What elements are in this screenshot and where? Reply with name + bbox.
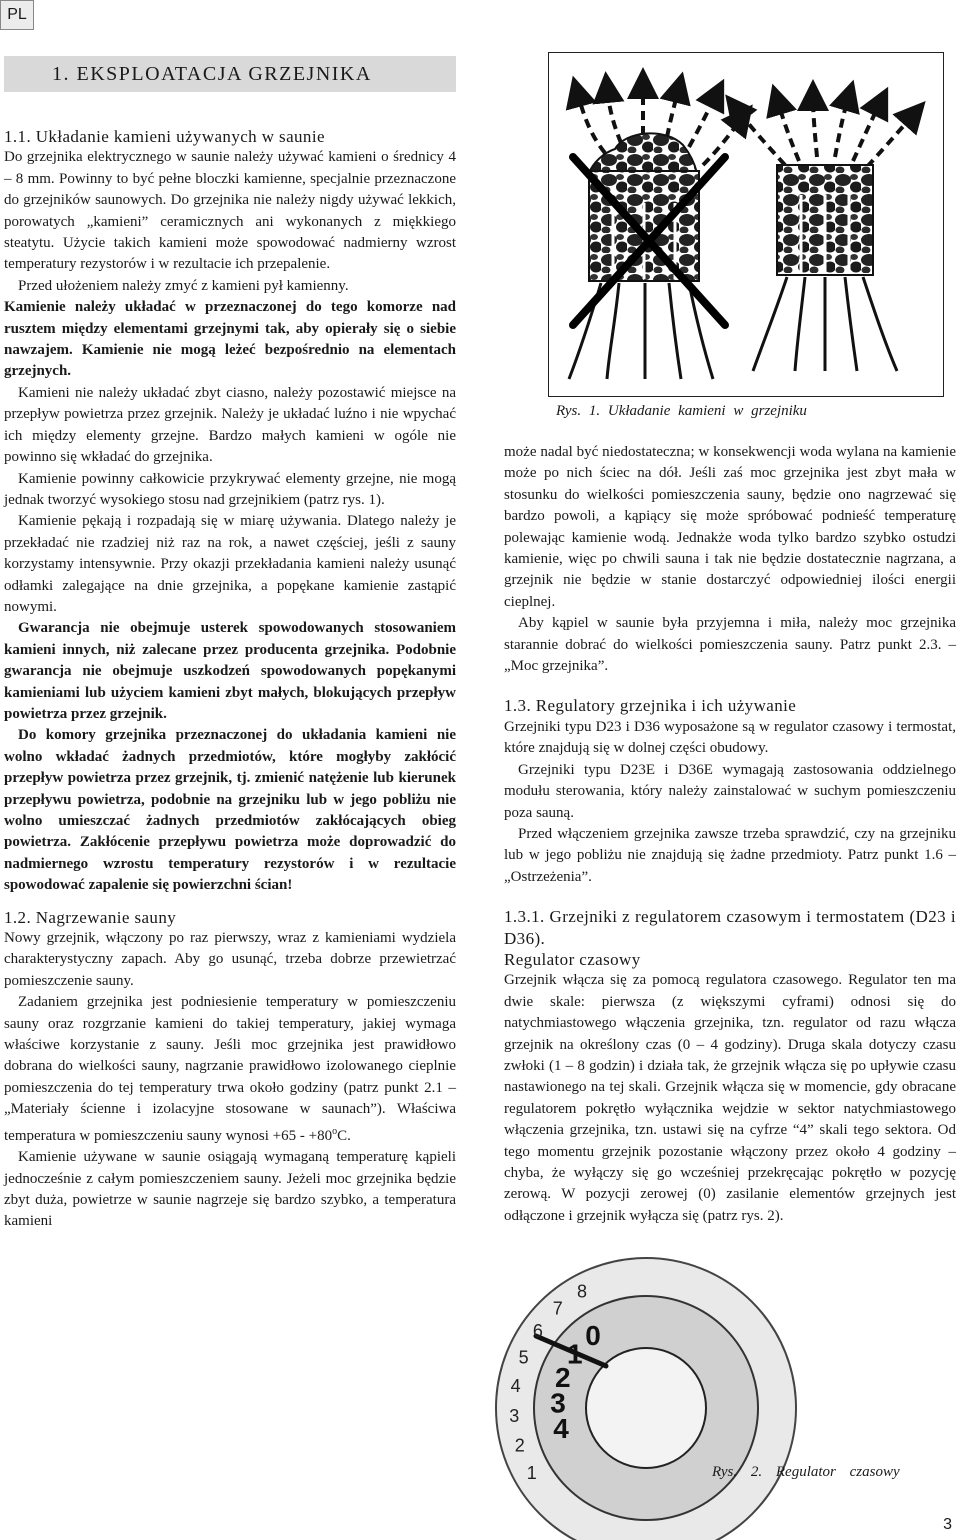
heading-regulator: Regulator czasowy: [504, 949, 641, 969]
dial-hour-digit: 3: [550, 1387, 566, 1419]
heading-1-1: 1.1. Układanie kamieni używanych w saunie: [4, 127, 325, 146]
paragraph: Do grzejnika elektrycznego w saunie należy używać kamieni o średnicy 4 – 8 mm. Powinny to być pełne bloczki kamienne, specjalnie przeznaczone do grzejników saunowych. Do grzejnika nie należy nigdy używać lekkich, porowatych „kamieni” ceramicznych ani wykonanych z miękkiego steatytu. Użycie takich kamieni może spowodować nadmierny wzrost temperatury rezystorów i w rezultacie ich przepalenie.: [4, 149, 456, 273]
right-column: [504, 442, 956, 1227]
figure-2-timer-dial: [486, 1281, 702, 1510]
language-tab: PL: [0, 0, 34, 30]
dial-delay-digit: 8: [576, 1281, 588, 1302]
dial-delay-digit: 7: [552, 1298, 563, 1319]
warning-paragraph: Do komory grzejnika przeznaczonej do układania kamieni nie wolno wkładać żadnych przedmiotów, które mogłyby zakłócić przepływ powietrza przez grzejnik, tj. zmienić natężenie lub kierunek przepływu powietrza, podobnie na grzejniku lub w jego pobliżu nie wolno umieszczać żadnych przedmiotów zakłócających obieg powietrza. Zakłócenie przepływu powietrza może doprowadzić do nadmiernego wzrostu temperatury rezystorów i w rezultacie spowodować zapalenie się powierzchni ścian!: [4, 727, 456, 894]
degree-sign: o: [332, 1125, 338, 1137]
left-column: [4, 126, 456, 1233]
paragraph: Nowy grzejnik, włączony po raz pierwszy, wraz z kamieniami wydziela charakterystyczny zapach. Aby go usunąć, trzeba dobrze przewietrzać pomieszczenie sauny.: [4, 930, 456, 989]
paragraph-text: Zadaniem grzejnika jest podniesienie temperatury w pomieszczeniu sauny oraz rozgrzanie kamieni do takiej temperatury, jakiej wymaga właściwe korzystanie z sauny. Jeśli moc grzejnika jest prawidłowo dobrana do wielkości sauny, nagrzanie prawidłowo izolowanego cieplnie pomieszczenia do tej temperatury trwa około godziny (patrz punkt 2.1 – „Materiały ścienne i izolacyjne stosowane w saunach”). Właściwa temperatura w pomieszczeniu sauny wynosi +65 - +80: [4, 994, 456, 1144]
timer-dial-illustration: [486, 1281, 702, 1510]
paragraph: Aby kąpiel w saunie była przyjemna i miła, należy moc grzejnika starannie dobrać do wielkości pomieszczenia sauny. Patrz punkt 2.3. – „Moc grzejnika”.: [504, 615, 956, 675]
correct-stacking: [735, 95, 915, 371]
paragraph: Grzejniki typu D23 i D36 wyposażone są w regulator czasowy i termostat, które znajdują się w dolnej części obudowy.: [504, 718, 956, 757]
dial-hour-digit: 2: [555, 1361, 571, 1393]
paragraph-text-end: C.: [337, 1127, 351, 1144]
stone-placement-illustration: [549, 53, 942, 395]
paragraph: Grzejniki typu D23E i D36E wymagają zastosowania oddzielnego modułu sterowania, który należy zainstalować w suchym pomieszczeniu poza sauną.: [504, 761, 956, 821]
dial-delay-digit: 5: [518, 1347, 529, 1368]
figure-1-caption: Rys. 1. Układanie kamieni w grzejniku: [556, 403, 807, 419]
figure-2-caption: Rys. 2. Regulator czasowy: [712, 1464, 900, 1480]
page-number: 3: [943, 1516, 952, 1533]
paragraph: może nadal być niedostateczna; w konsekwencji woda wylana na kamienie może po nich ściec na dół. Jeśli zaś moc grzejnika jest zbyt mała w stosunku do wielkości pomieszczenia sauny, będzie ono nagrzewać się bardzo powoli, a kąpiący się może spróbować podnieść temperaturę polewając kamienie wodą. Jednakże woda tylko bardzo szybko ostudzi kamienie, więc po chwili sauna i tak nie będzie dostatecznie nagrzana, a grzejnik nie będzie w stanie dostarczyć odpowiedniej ilości energii cieplnej.: [504, 444, 956, 610]
dial-delay-digit: 1: [526, 1462, 537, 1483]
heading-1-3-1: 1.3.1. Grzejniki z regulatorem czasowym i termostatem (D23 i D36).: [504, 907, 956, 948]
heading-1-2: 1.2. Nagrzewanie sauny: [4, 907, 177, 927]
paragraph: [4, 992, 456, 1147]
dial-hour-digit: 1: [567, 1338, 583, 1370]
dial-delay-digit: 2: [514, 1435, 525, 1456]
section-title: 1. EKSPLOATACJA GRZEJNIKA: [52, 62, 372, 85]
paragraph: Kamienie pękają i rozpadają się w miarę używania. Dlatego należy je przekładać nie rzadziej niż raz na rok, a nawet częściej, jeśli z sauny korzystamy intensywnie. Przy okazji przekładania kamieni należy usunąć odłamki zalegające na dnie grzejnika, a popękane kamienie zastąpić nowymi.: [4, 513, 456, 615]
paragraph: Kamienie powinny całkowicie przykrywać elementy grzejne, nie mogą jednak tworzyć wysokiego stosu nad grzejnikiem (patrz rys. 1).: [4, 470, 456, 508]
dial-delay-digit: 6: [532, 1321, 543, 1342]
wrong-stacking: [569, 83, 743, 379]
dial-hour-digit: 0: [585, 1320, 601, 1352]
dial-hour-digit: 4: [553, 1413, 569, 1445]
heading-1-3: 1.3. Regulatory grzejnika i ich używanie: [504, 696, 797, 716]
warranty-paragraph: Gwarancja nie obejmuje usterek spowodowanych stosowaniem kamieni innych, niż zalecane przez producenta grzejnika. Podobnie gwarancja nie obejmuje uszkodzeń spowodowanych popękanymi kamieniami lub użyciem kamieni zbyt małych, blokujących przepływ powietrza przez grzejnik.: [4, 620, 456, 722]
dial-delay-digit: 4: [510, 1376, 521, 1397]
paragraph: Kamieni nie należy układać zbyt ciasno, należy pozostawić miejsce na przepływ powietrza przez grzejnik. Należy je układać luźno i nie wpychać ich między elementy grzejne. Bardzo małych kamieni w ogóle nie powinno się wkładać do grzejnika.: [4, 384, 456, 466]
dial-delay-digit: 3: [509, 1405, 520, 1426]
paragraph: Kamienie należy układać w przeznaczonej do tego komorze nad rusztem między elementami grzejnymi tak, aby opierały się o siebie nawzajem. Kamienie nie mogą leżeć bezpośrednio na elementach grzejnych.: [4, 299, 456, 380]
paragraph: Grzejnik włącza się za pomocą regulatora czasowego. Regulator ten ma dwie skale: pierwsza (z większymi cyframi) odnosi się do natychmiastowego włączenia grzejnika, tzn. regulator od razu włącza grzejnik na określony czas (0 – 4 godziny). Druga skala dotyczy czasu zwłoki (1 – 8 godzin) i działa tak, że grzejnik włącza się po upływie czasu nastawionego na tej skali. Grzejnik włącza się w momencie, gdy obracane regulatorem pokrętło wyłącznika wejdzie w sektor natychmiastowego włączenia grzejnika, tzn. ustawi się na cyfrze “4” skali tego sektora. Od tego momentu grzejnik pozostanie włączony przez około 4 godziny – chyba, że wyłączy się go wcześniej przekręcając pokrętło w pozycję zerową. W pozycji zerowej (0) zasilanie elementów grzejnych jest odłączone i grzejnik wyłącza się (patrz rys. 2).: [504, 972, 956, 1224]
section-banner: [4, 56, 456, 92]
paragraph: Przed włączeniem grzejnika zawsze trzeba sprawdzić, czy na grzejniku lub w jego pobliżu nie znajdują się żadne przedmioty. Patrz punkt 1.6 – „Ostrzeżenia”.: [504, 825, 956, 885]
paragraph: Przed ułożeniem należy zmyć z kamieni pył kamienny.: [18, 277, 349, 294]
paragraph: Kamienie używane w saunie osiągają wymaganą temperaturę kąpieli jednocześnie z całym pomieszczeniem sauny. Jeżeli moc grzejnika będzie zbyt duża, powietrze w saunie nagrzeje się bardzo szybko, a temperatura kamieni: [4, 1149, 456, 1230]
figure-1-stone-placement: [548, 52, 944, 397]
